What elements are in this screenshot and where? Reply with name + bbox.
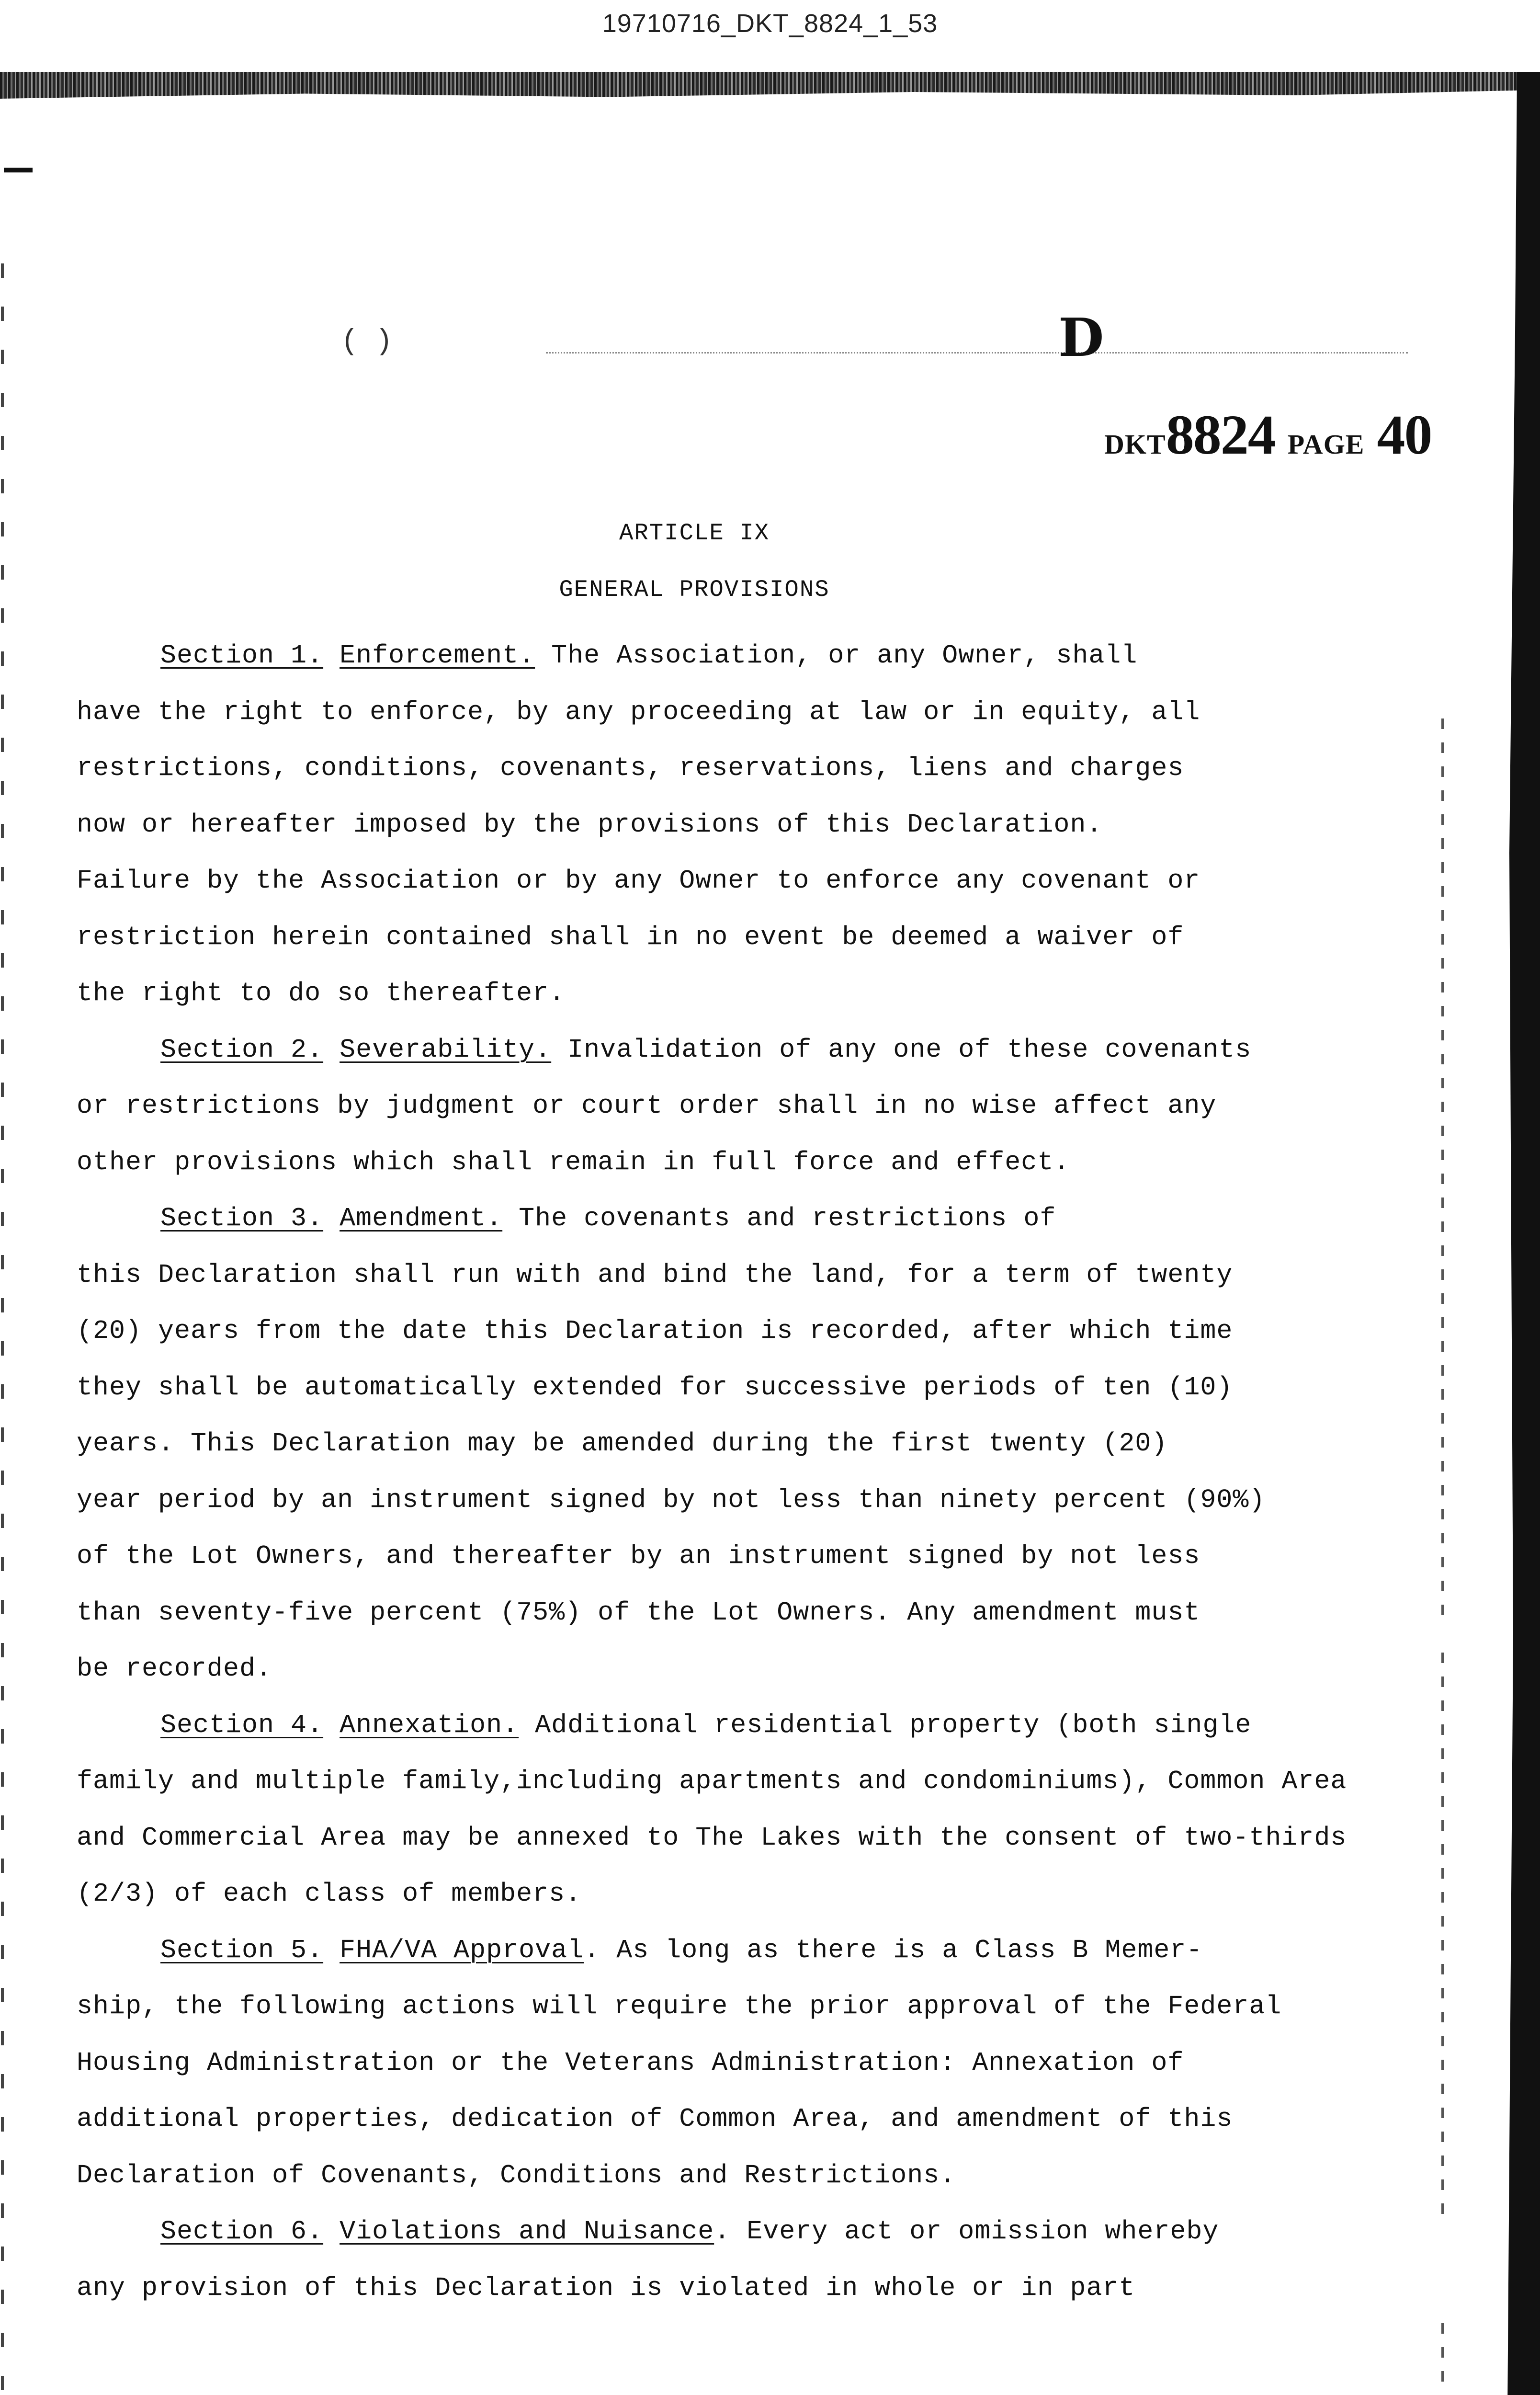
section-body: this Declaration shall run with and bind the land, for a term of twenty (20) years from the date this Declaration is recorded, after which time they shall be automatically extended for successive periods of ten (10) years. This Declaration may be amended during the first twenty (20) year period by an instrument signed by not less than ninety percent (90%) of the Lot Owners, and thereafter by an instrument signed by not less than seventy-five percent (75%) of the Lot Owners. Any amendment must be recorded. — [77, 1259, 1266, 1684]
section-title: Violations and Nuisance — [340, 2216, 714, 2247]
section-enforcement — [77, 627, 1398, 1022]
scan-left-mark — [4, 168, 33, 172]
section-violations-nuisance — [77, 2203, 1398, 2316]
document-body — [77, 627, 1398, 2316]
section-label: Section 3. — [160, 1203, 324, 1233]
scan-top-edge — [0, 72, 1523, 105]
section-title: Amendment. — [340, 1203, 503, 1233]
document-id: 19710716_DKT_8824_1_53 — [602, 9, 938, 38]
section-first-line: Invalidation of any one of these covenants — [567, 1034, 1252, 1065]
section-fha-va-approval — [77, 1922, 1398, 2204]
section-title-suffix: . — [714, 2216, 731, 2247]
margin-rule — [1441, 2323, 1444, 2395]
section-label: Section 6. — [160, 2216, 324, 2247]
margin-rule — [1441, 1653, 1444, 2227]
section-first-line: Additional residential property (both single — [535, 1710, 1252, 1740]
scan-right-edge — [1502, 72, 1540, 2395]
section-body: ship, the following actions will require the prior approval of the Federal Housing Administration or the Veterans Administration: Annexation of additional properties, dedication of Common Area, and amendment of this Declaration of Covenants, Conditions and Restrictions. — [77, 1991, 1282, 2190]
book-page-stamp — [1104, 402, 1432, 468]
section-body: have the right to enforce, by any proceeding at law or in equity, all restrictions, conditions, covenants, reservations, liens and charges now or hereafter imposed by the provisions of this Declaration. Failure by the Association or by any Owner to enforce any covenant or restriction herein contained shall in no event be deemed a waiver of the right to do so thereafter. — [77, 696, 1200, 1008]
stamp-page-number: 40 — [1377, 403, 1432, 466]
section-first-line: The Association, or any Owner, shall — [551, 640, 1138, 671]
section-severability — [77, 1022, 1398, 1191]
section-amendment — [77, 1190, 1398, 1697]
section-first-line: Every act or omission whereby — [747, 2216, 1219, 2247]
section-label: Section 4. — [160, 1710, 324, 1740]
book-prefix: DKT — [1104, 429, 1166, 460]
book-number: 8824 — [1166, 403, 1275, 466]
section-title-suffix: . — [584, 1935, 600, 1965]
section-label: Section 5. — [160, 1935, 324, 1965]
section-body: or restrictions by judgment or court order shall in no wise affect any other provisions which shall remain in full force and effect. — [77, 1091, 1217, 1177]
article-title: GENERAL PROVISIONS — [559, 576, 830, 603]
margin-rule — [1441, 718, 1444, 1629]
page-prefix: PAGE — [1287, 429, 1365, 460]
section-title: Severability. — [340, 1034, 552, 1065]
corner-mark: ( ) — [341, 326, 393, 358]
article-number: ARTICLE IX — [619, 520, 770, 547]
section-title: FHA/VA Approval — [340, 1935, 584, 1965]
section-first-line: The covenants and restrictions of — [519, 1203, 1056, 1233]
section-title: Annexation. — [340, 1710, 519, 1740]
scan-dotted-line — [546, 352, 1408, 354]
section-label: Section 1. — [160, 640, 324, 671]
section-label: Section 2. — [160, 1034, 324, 1065]
section-annexation — [77, 1697, 1398, 1922]
section-title: Enforcement. — [340, 640, 535, 671]
section-body: family and multiple family,including apartments and condominiums), Common Area and Commercial Area may be annexed to The Lakes with the consent of two-thirds (2/3) of each class of members. — [77, 1766, 1347, 1909]
section-body: any provision of this Declaration is violated in whole or in part — [77, 2272, 1135, 2303]
section-first-line: As long as there is a Class B Memer- — [616, 1935, 1203, 1965]
stamp-glyph: D — [1058, 307, 1104, 368]
